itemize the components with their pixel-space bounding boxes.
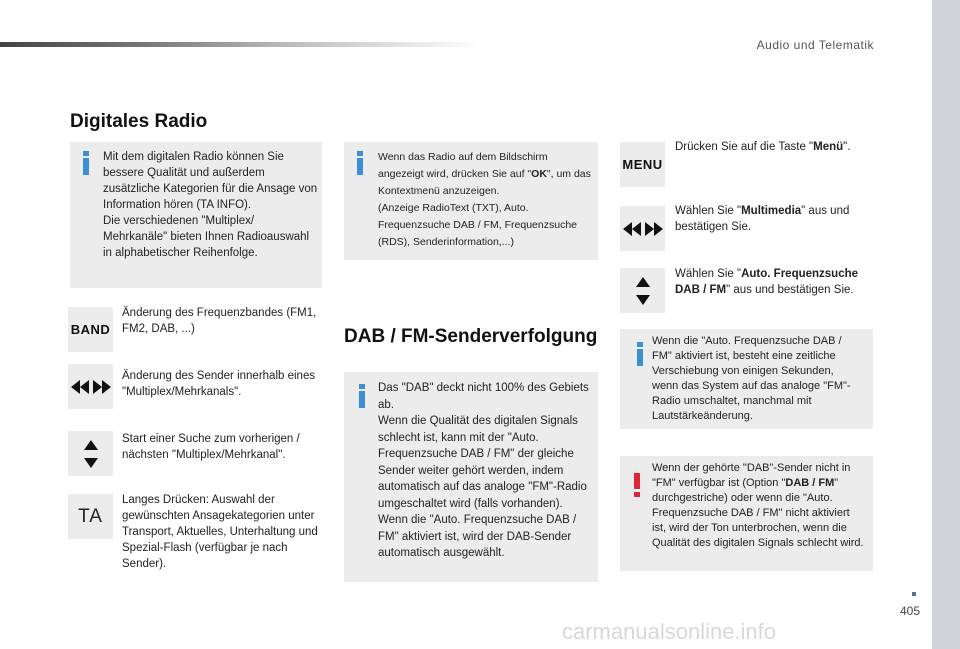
- step-auto-text: Wählen Sie "Auto. Frequenzsuche DAB / FM" aus und bestätigen Sie.: [675, 268, 859, 296]
- info-icon: [356, 384, 368, 408]
- section-title: DAB / FM-Senderverfolgung: [344, 326, 598, 347]
- watermark: carmanualsonline.info: [562, 619, 777, 644]
- multimedia-seek-icon: [620, 206, 665, 251]
- info-box-auto-switch: [620, 329, 873, 429]
- info-text-intro: Mit dem digitalen Radio können Sie bessere Qualität und außerdem zusätzliche Kategorien für die Ansage von Information hören (TA INFO). Die verschiedenen "Multiplex/ Mehrkanäle" bieten Ihnen Radioauswahl in alphabetischer Reihenfolge.: [103, 151, 318, 259]
- warning-box: [620, 456, 873, 571]
- info-text-context: Wenn das Radio auf dem Bildschirm angezeigt wird, drücken Sie auf "OK", um das Kontextmenü anzuzeigen. (Anzeige RadioText (TXT), Auto. Frequenzsuche DAB / FM, Frequenzsuche (RDS), Senderinformation,...): [378, 151, 591, 248]
- seek-arrows-icon: [71, 379, 111, 395]
- warning-icon: [631, 473, 643, 497]
- info-box-intro: [70, 142, 322, 288]
- info-icon: [634, 342, 646, 366]
- up-down-arrows-icon: [84, 438, 98, 470]
- info-text-dab: Das "DAB" deckt nicht 100% des Gebiets ab. Wenn die Qualität des digitalen Signals schlecht ist, kann mit der "Auto. Frequenzsuche DAB / FM" der gleiche Sender weiter gehört werden, indem automatisch auf das analoge "FM"-Radio umgeschaltet wird (falls vorhanden). Wenn die "Auto. Frequenzsuche DAB / FM" aktiviert ist, wird der DAB-Sender automatisch ausgewählt.: [378, 382, 589, 559]
- step-multimedia-text: Wählen Sie "Multimedia" aus und bestätigen Sie.: [675, 205, 850, 233]
- seek-button-icon: [68, 364, 113, 409]
- seek-description: Änderung des Sender innerhalb eines "Multiplex/Mehrkanals".: [122, 370, 316, 398]
- ta-button-icon: [68, 494, 113, 539]
- ta-label: TA: [78, 505, 103, 527]
- page-title: Digitales Radio: [70, 111, 208, 132]
- band-description: Änderung des Frequenzbandes (FM1, FM2, DAB, ...): [122, 307, 317, 335]
- band-button-icon: [68, 307, 113, 352]
- updown-description: Start einer Suche zum vorherigen / nächsten "Multiplex/Mehrkanal".: [122, 433, 300, 461]
- info-box-context: [344, 142, 598, 260]
- header-gradient-bar: [0, 42, 480, 47]
- menu-button-icon: [620, 142, 665, 187]
- ta-description: Langes Drücken: Auswahl der gewünschten Ansagekategorien unter Transport, Aktuelles, Unterhaltung und Spezial-Flash (verfügbar je nach Sender).: [122, 494, 318, 570]
- up-down-arrows-icon: [636, 275, 650, 307]
- step-menu-text: Drücken Sie auf die Taste "Menü".: [675, 141, 851, 153]
- info-text-auto-switch: Wenn die "Auto. Frequenzsuche DAB / FM" aktiviert ist, besteht eine zeitliche Verschiebung von einigen Sekunden, wenn das System auf das analoge "FM"-Radio umschaltet, manchmal mit Lautstärkeänderung.: [652, 335, 851, 422]
- page-marker: [912, 592, 916, 596]
- info-icon: [80, 151, 92, 175]
- menu-label: MENU: [622, 157, 663, 172]
- warning-text: Wenn der gehörte "DAB"-Sender nicht in "FM" verfügbar ist (Option "DAB / FM" durchgestriche) oder wenn die "Auto. Frequenzsuche DAB / FM" nicht aktiviert ist, wird der Ton unterbrochen, wenn die Qualität des digitalen Signals schlecht wird.: [652, 462, 864, 549]
- band-label: BAND: [70, 322, 111, 337]
- info-box-dab: [344, 372, 598, 582]
- seek-arrows-icon: [623, 221, 663, 237]
- updown-button-icon: [68, 431, 113, 476]
- header-title: Audio und Telematik: [756, 38, 874, 52]
- page-number: 405: [899, 604, 920, 618]
- info-icon: [354, 151, 366, 175]
- right-sidebar-strip: [932, 0, 960, 649]
- auto-updown-icon: [620, 268, 665, 313]
